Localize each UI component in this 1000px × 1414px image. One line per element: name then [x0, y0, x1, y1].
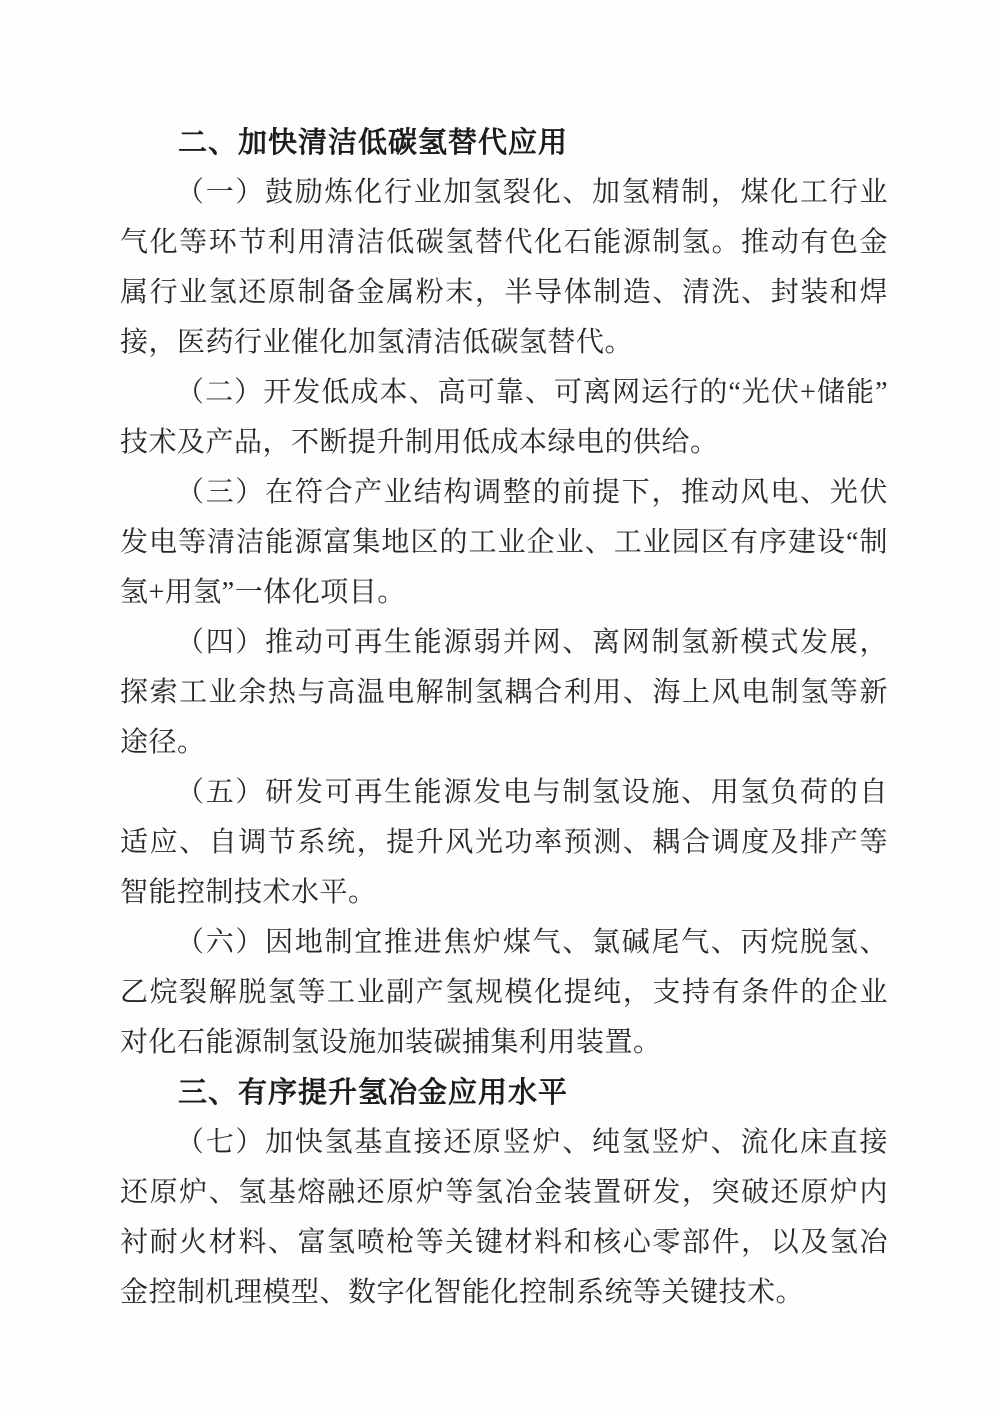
- paragraph-item-1: （一）鼓励炼化行业加氢裂化、加氢精制，煤化工行业气化等环节利用清洁低碳氢替代化石能源制氢。推动有色金属行业氢还原制备金属粉末，半导体制造、清洗、封装和焊接，医药行业催化加氢清洁低碳氢替代。: [120, 177, 888, 358]
- paragraph-item-3: （三）在符合产业结构调整的前提下，推动风电、光伏发电等清洁能源富集地区的工业企业、工业园区有序建设“制氢+用氢”一体化项目。: [120, 477, 888, 608]
- section-heading-hydrogen-metallurgy: 三、有序提升氢冶金应用水平: [178, 1077, 569, 1109]
- paragraph-item-6: （六）因地制宜推进焦炉煤气、氯碱尾气、丙烷脱氢、乙烷裂解脱氢等工业副产氢规模化提纯，支持有条件的企业对化石能源制氢设施加装碳捕集利用装置。: [120, 927, 888, 1058]
- paragraph-item-7: （七）加快氢基直接还原竖炉、纯氢竖炉、流化床直接还原炉、氢基熔融还原炉等氢冶金装置研发，突破还原炉内衬耐火材料、富氢喷枪等关键材料和核心零部件，以及氢冶金控制机理模型、数字化智能化控制系统等关键技术。: [120, 1127, 888, 1308]
- paragraph-item-4: （四）推动可再生能源弱并网、离网制氢新模式发展，探索工业余热与高温电解制氢耦合利用、海上风电制氢等新途径。: [120, 627, 888, 758]
- section-heading-clean-hydrogen-substitution: 二、加快清洁低碳氢替代应用: [178, 127, 569, 159]
- paragraph-item-5: （五）研发可再生能源发电与制氢设施、用氢负荷的自适应、自调节系统，提升风光功率预测、耦合调度及排产等智能控制技术水平。: [120, 777, 888, 908]
- paragraph-item-2: （二）开发低成本、高可靠、可离网运行的“光伏+储能”技术及产品，不断提升制用低成本绿电的供给。: [120, 377, 888, 458]
